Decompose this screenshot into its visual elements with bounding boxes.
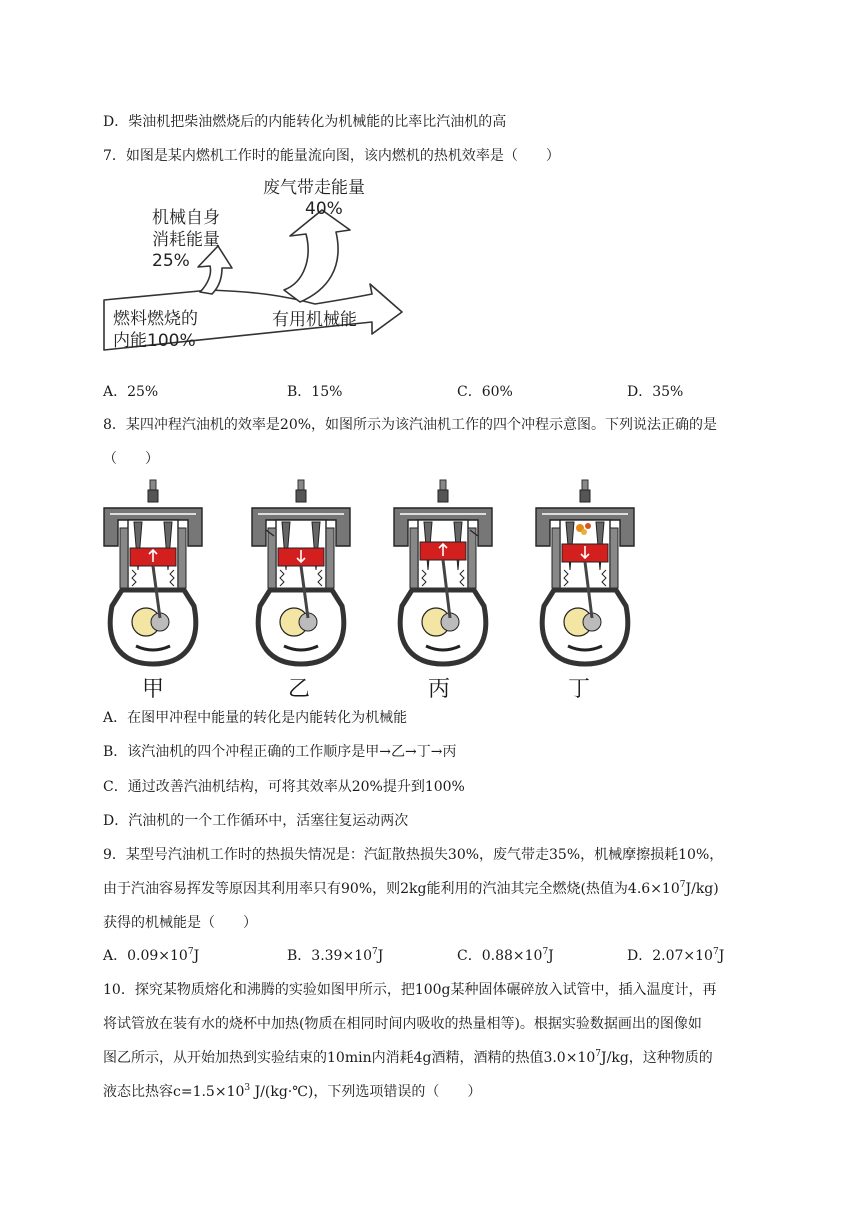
- q8-option-d: D．汽油机的一个工作循环中，活塞往复运动两次: [103, 813, 409, 829]
- q9-option-b: B．$3.39\times 10^7J$: [287, 947, 384, 964]
- q10-line-2: 将试管放在装有水的烧杯中加热(物质在相同时间内吸收的热量相等)。根据实验数据画出的图像如: [103, 1016, 702, 1032]
- q7-stem: 7．如图是某内燃机工作时的能量流向图，该内燃机的热机效率是（ ）: [103, 148, 560, 164]
- stroke-jia: [104, 480, 202, 664]
- self-consume-branch-arrow: [198, 246, 232, 294]
- q8-stem-line-2: （ ）: [103, 451, 159, 467]
- exhaust-branch-arrow: [284, 210, 350, 302]
- self-consume-pct: 25%: [152, 251, 190, 271]
- stroke-label-jia: 甲: [142, 677, 165, 702]
- q6-option-d: D．柴油机把柴油燃烧后的内能转化为机械能的比率比汽油机的高: [103, 114, 507, 130]
- q8-option-a: A．在图甲冲程中能量的转化是内能转化为机械能: [103, 710, 408, 726]
- stroke-ding: [536, 480, 634, 664]
- q10-line-1: 10．探究某物质熔化和沸腾的实验如图甲所示，把100g某种固体碾碎放入试管中，插入温度计，再: [103, 982, 717, 998]
- useful-label: 有用机械能: [272, 310, 357, 330]
- four-stroke-engine-svg: [98, 478, 638, 668]
- q7-option-d: D．35%: [627, 384, 684, 400]
- stroke-label-ding: 丁: [568, 677, 591, 702]
- self-consume-label-2: 消耗能量: [152, 230, 220, 250]
- stroke-label-yi: 乙: [288, 677, 311, 702]
- q10-line-4: 液态比热容$c=1.5\times 10^3$ J/(kg·℃)，下列选项错误的（ ）: [103, 1083, 482, 1100]
- self-consume-label-1: 机械自身: [152, 208, 220, 228]
- energy-flow-diagram: [100, 172, 410, 360]
- stroke-bing: [394, 480, 492, 664]
- fuel-label-1: 燃料燃烧的: [113, 309, 198, 329]
- four-stroke-diagrams: [98, 478, 638, 688]
- q9-option-c: C．$0.88\times 10^7J$: [457, 947, 554, 964]
- q8-stem-line-1: 8．某四冲程汽油机的效率是20%，如图所示为该汽油机工作的四个冲程示意图。下列说法正确的是: [103, 417, 718, 433]
- q9-stem-line-1: 9．某型号汽油机工作时的热损失情况是：汽缸散热损失30%，废气带走35%，机械摩擦损耗10%，: [103, 847, 724, 863]
- stroke-label-bing: 丙: [428, 677, 451, 702]
- q7-option-c: C．60%: [457, 384, 513, 400]
- q9-stem-line-3: 获得的机械能是（ ）: [103, 915, 257, 931]
- fuel-label-2: 内能100%: [113, 331, 196, 351]
- exhaust-label: 废气带走能量: [263, 178, 365, 198]
- q8-option-c: C．通过改善汽油机结构，可将其效率从20%提升到100%: [103, 779, 465, 795]
- q9-stem-line-2: 由于汽油容易挥发等原因其利用率只有90%，则2kg能利用的汽油其完全燃烧(热值为$4.6\times 10^7J/kg$): [103, 880, 719, 897]
- q10-line-3: 图乙所示，从开始加热到实验结束的10min内消耗4g酒精，酒精的热值$3.0\times 10^7J/kg$，这种物质的: [103, 1049, 713, 1066]
- stroke-yi: [252, 480, 350, 664]
- q9-option-d: D．$2.07\times 10^7J$: [627, 947, 725, 964]
- q8-option-b: B．该汽油机的四个冲程正确的工作顺序是甲→乙→丁→丙: [103, 744, 457, 760]
- q7-option-b: B．15%: [287, 384, 343, 400]
- q7-option-a: A．25%: [103, 384, 159, 400]
- q9-option-a: A．$0.09\times 10^7J$: [103, 947, 200, 964]
- exhaust-pct: 40%: [305, 199, 343, 219]
